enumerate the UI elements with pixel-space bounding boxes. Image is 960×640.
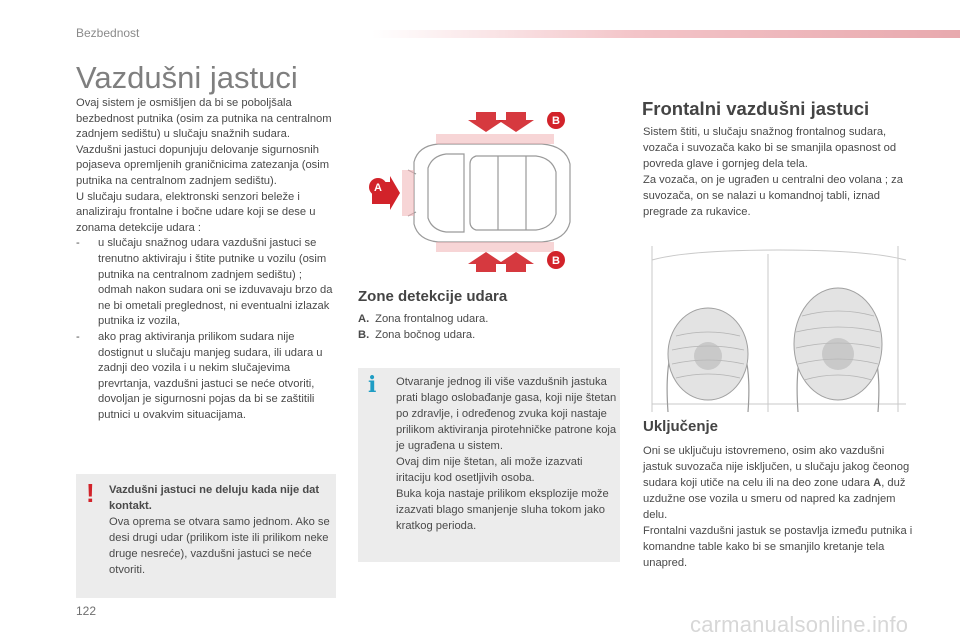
activation-paragraph-2: Frontalni vazdušni jastuk se postavlja između putnika i komandne table kako bi se smanjilo kretanje tela unapred. <box>643 525 913 569</box>
page-title: Vazdušni jastuci <box>76 60 298 95</box>
info-icon: i <box>368 372 377 398</box>
zone-b-badge-bottom <box>547 251 565 269</box>
zone-a-badge <box>369 178 387 196</box>
info-paragraph-3: Buka koja nastaje prilikom eksplozije može izazvati blago smanjenje sluha tokom jako kratkog perioda. <box>396 488 609 532</box>
header-gradient-bar <box>372 30 960 38</box>
intro-paragraph-2: U slučaju sudara, elektronski senzori beleže i analiziraju frontalne i bočne udare koji se dese u zonama detekcije udara : <box>76 190 316 234</box>
activation-text-part: Oni se uključuju istovremeno, osim ako vazdušni jastuk suvozača nije isključen, u slučaju jakog čeonog sudara koji utiče na celu ili na deo zone udara <box>643 445 910 489</box>
zone-b-label: B <box>552 255 560 267</box>
frontal-airbags-text <box>643 124 913 220</box>
zones-list <box>358 311 608 343</box>
frontal-paragraph-1: Sistem štiti, u slučaju snažnog frontalnog sudara, vozača i suvozača kako bi se smanjila opasnost od povreda glave i gornjeg dela tela. <box>643 126 897 170</box>
zone-a-key: A. <box>358 313 370 325</box>
activation-zone-ref: A <box>873 477 882 489</box>
impact-zone-shading <box>402 134 554 252</box>
activation-paragraph-1 <box>643 443 913 523</box>
activation-title: Uključenje <box>643 418 719 435</box>
activation-text-part: , duž uzdužne ose vozila u smeru od napred ka zadnjem delu. <box>643 477 906 521</box>
watermark: carmanualsonline.info <box>690 612 909 637</box>
warning-body-text: Ova oprema se otvara samo jednom. Ako se desi drugi udar (prilikom iste ili prilikom neke druge nesreće), vazdušni jastuci se neće otvoriti. <box>109 516 330 576</box>
warning-text <box>109 482 331 578</box>
zone-b-label: B <box>552 115 560 127</box>
car-top-view <box>408 144 570 242</box>
frontal-airbag-illustration <box>648 246 912 412</box>
zone-a-item <box>358 311 608 327</box>
intro-list-item: - u slučaju snažnog udara vazdušni jastuci se trenutno aktiviraju i štite putnike u vozilu (osim putnika na centralnom zadnjem sedištu) ; odmah nakon sudara oni se izduvavaju brzo da ne bi ometali preglednost, ni eventualni izlazak putnika iz vozila, <box>76 236 338 330</box>
section-header: Bezbednost <box>76 26 140 40</box>
intro-list <box>76 236 338 423</box>
intro-list-item: - ako prag aktiviranja prilikom sudara nije dostignut u slučaju manjeg sudara, ili udara u zadnji deo vozila i u nekim slučajevima prevrtanja, vazdušni jastuci se neće otvoriti, dovoljan je sigurnosni pojas da bi se zaštitili putnici u ovakvim situacijama. <box>76 330 338 424</box>
warning-bold-text: Vazdušni jastuci ne deluju kada nije dat kontakt. <box>109 484 320 512</box>
zone-b-key: B. <box>358 329 370 341</box>
zones-title: Zone detekcije udara <box>358 288 508 305</box>
info-text <box>396 374 618 534</box>
intro-paragraph-1: Ovaj sistem je osmišljen da bi se poboljšala bezbednost putnika (osim za putnika na centralnom zadnjem sedištu) u slučaju snažnih sudara. Vazdušni jastuci dopunjuju delovanje sigurnosnih pojaseva opremljenih graničnicima zatezanja (osim putnika na centralnom zadnjem sedištu). <box>76 97 332 187</box>
driver-airbag-icon <box>668 308 748 400</box>
zone-b-text: Zona bočnog udara. <box>375 329 476 341</box>
impact-zones-diagram <box>366 112 576 272</box>
passenger-airbag-icon <box>794 288 882 400</box>
warning-exclamation-icon: ! <box>86 478 95 508</box>
page-number: 122 <box>76 604 97 618</box>
activation-text <box>643 443 913 571</box>
zone-a-label: A <box>374 182 382 194</box>
frontal-airbags-title: Frontalni vazdušni jastuci <box>642 98 870 119</box>
zone-a-text: Zona frontalnog udara. <box>375 313 489 325</box>
zone-b-item <box>358 327 608 343</box>
info-paragraph-2: Ovaj dim nije štetan, ali može izazvati iritaciju kod osetljivih osoba. <box>396 456 583 484</box>
zone-b-badge-top <box>547 112 565 129</box>
frontal-paragraph-2: Za vozača, on je ugrađen u centralni deo volana ; za suvozača, on se nalazi u komandnoj tabli, iznad pregrade za rukavice. <box>643 174 903 218</box>
intro-text <box>76 96 338 423</box>
info-paragraph-1: Otvaranje jednog ili više vazdušnih jastuka prati blago oslobađanje gasa, koji nije štetan po zdravlje, i određenog zvuka koji nastaje prilikom aktiviranja pirotehničke patrone koja je ugrađena u sistem. <box>396 376 617 452</box>
